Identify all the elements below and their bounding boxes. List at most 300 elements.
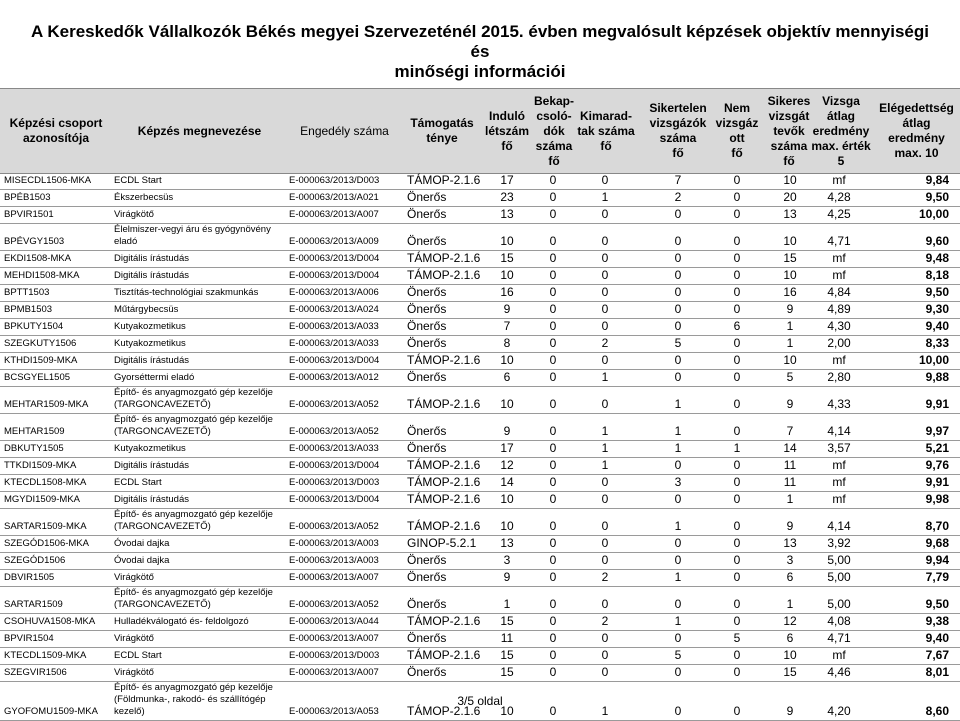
cell-kimaradtak: 0 [601,319,609,333]
cell-sikeres: 16 [783,285,797,299]
cell-indulo: 12 [500,458,514,472]
cell-tamogatas: Önerős [407,234,447,248]
cell-megnevezes: Tisztítás-technológiai szakmunkás [114,287,259,298]
cell-megnevezes: Digitális írástudás [114,460,189,471]
cell-engedely: E-000063/2013/A033 [289,338,379,349]
cell-bekapcsolodok: 0 [549,268,557,282]
cell-indulo: 8 [503,336,511,350]
table-row [0,268,960,285]
cell-vizsga-atlag: mf [832,353,846,367]
cell-sikeres: 3 [786,553,794,567]
cell-sikeres: 10 [783,268,797,282]
cell-tamogatas: Önerős [407,665,447,679]
cell-kimaradtak: 2 [601,570,609,584]
cell-sikeres: 12 [783,614,797,628]
cell-megnevezes: Építő- és anyagmozgató gép kezelője (TARGONCAVEZETŐ) [114,509,273,532]
cell-sikeres: 15 [783,251,797,265]
cell-kimaradtak: 0 [601,251,609,265]
cell-elegedettseg: 8,60 [925,704,949,718]
cell-tamogatas: Önerős [407,597,447,611]
table-row [0,509,960,536]
cell-kimaradtak: 1 [601,370,609,384]
cell-azonosito: KTECDL1509-MKA [4,650,87,661]
cell-tamogatas: TÁMOP-2.1.6 [407,353,481,367]
cell-kimaradtak: 0 [601,302,609,316]
cell-nem-vizsgazott: 0 [733,458,741,472]
cell-azonosito: KTECDL1508-MKA [4,477,87,488]
cell-vizsga-atlag: mf [832,492,846,506]
cell-azonosito: SARTAR1509-MKA [4,521,87,532]
cell-sikeres: 14 [783,441,797,455]
cell-kimaradtak: 0 [601,665,609,679]
table-row [0,492,960,509]
table-row [0,536,960,553]
cell-engedely: E-000063/2013/D004 [289,253,380,264]
cell-kimaradtak: 1 [601,704,609,718]
cell-sikeres: 20 [783,190,797,204]
cell-megnevezes: Építő- és anyagmozgató gép kezelője (TARGONCAVEZETŐ) [114,387,273,410]
col-engedely-header: Engedély száma [300,123,389,138]
cell-indulo: 13 [500,536,514,550]
cell-indulo: 11 [500,631,514,645]
table-row [0,302,960,319]
cell-indulo: 7 [503,319,511,333]
cell-indulo: 14 [500,475,514,489]
cell-megnevezes: Építő- és anyagmozgató gép kezelője (Földmunka-, rakodó- és szállítógép kezelő) [114,682,273,717]
cell-azonosito: KTHDI1509-MKA [4,355,78,366]
cell-sikertelen: 2 [674,190,682,204]
cell-vizsga-atlag: mf [832,268,846,282]
cell-nem-vizsgazott: 0 [733,397,741,411]
cell-megnevezes: Óvodai dajka [114,555,170,566]
cell-nem-vizsgazott: 0 [733,665,741,679]
col-kimaradtak-header: Kimarad- tak száma fő [577,108,635,153]
cell-tamogatas: Önerős [407,190,447,204]
table-row [0,631,960,648]
cell-azonosito: BPÉB1503 [4,192,51,203]
cell-bekapcsolodok: 0 [549,519,557,533]
cell-azonosito: SZEGÓD1506-MKA [4,538,89,549]
cell-tamogatas: Önerős [407,570,447,584]
cell-elegedettseg: 9,98 [925,492,949,506]
cell-megnevezes: Műtárgybecsüs [114,304,179,315]
cell-sikertelen: 0 [674,458,682,472]
cell-megnevezes: Építő- és anyagmozgató gép kezelője (TARGONCAVEZETŐ) [114,587,273,610]
cell-megnevezes: Óvodai dajka [114,538,170,549]
cell-nem-vizsgazott: 0 [733,285,741,299]
cell-bekapcsolodok: 0 [549,570,557,584]
cell-bekapcsolodok: 0 [549,424,557,438]
cell-sikertelen: 0 [674,553,682,567]
cell-nem-vizsgazott: 0 [733,173,741,187]
cell-bekapcsolodok: 0 [549,492,557,506]
cell-azonosito: SZEGVIR1506 [4,667,67,678]
cell-megnevezes: Élelmiszer-vegyi áru és gyógynövény eladó [114,224,271,247]
cell-vizsga-atlag: 5,00 [827,553,851,567]
table-row [0,458,960,475]
cell-azonosito: MEHTAR1509 [4,426,65,437]
cell-elegedettseg: 9,97 [925,424,949,438]
cell-kimaradtak: 0 [601,597,609,611]
cell-sikertelen: 0 [674,207,682,221]
cell-bekapcsolodok: 0 [549,648,557,662]
cell-elegedettseg: 8,01 [925,665,949,679]
cell-indulo: 10 [500,353,514,367]
cell-tamogatas: TÁMOP-2.1.6 [407,614,481,628]
cell-azonosito: DBKUTY1505 [4,443,64,454]
cell-kimaradtak: 1 [601,458,609,472]
table-row [0,224,960,251]
cell-tamogatas: Önerős [407,553,447,567]
cell-elegedettseg: 9,40 [925,631,949,645]
cell-elegedettseg: 7,79 [925,570,949,584]
cell-nem-vizsgazott: 5 [733,631,741,645]
cell-sikeres: 11 [783,458,797,472]
cell-sikertelen: 1 [674,570,682,584]
cell-nem-vizsgazott: 0 [733,353,741,367]
cell-sikertelen: 0 [674,268,682,282]
cell-megnevezes: ECDL Start [114,175,162,186]
cell-elegedettseg: 9,94 [925,553,949,567]
cell-tamogatas: TÁMOP-2.1.6 [407,492,481,506]
cell-sikertelen: 0 [674,492,682,506]
cell-elegedettseg: 9,48 [925,251,949,265]
cell-indulo: 10 [500,234,514,248]
cell-kimaradtak: 0 [601,234,609,248]
table-row [0,319,960,336]
cell-azonosito: BPKUTY1504 [4,321,64,332]
table-row [0,353,960,370]
cell-bekapcsolodok: 0 [549,251,557,265]
cell-engedely: E-000063/2013/A007 [289,572,379,583]
cell-indulo: 9 [503,302,511,316]
cell-sikeres: 1 [786,597,794,611]
cell-vizsga-atlag: 3,57 [827,441,851,455]
cell-bekapcsolodok: 0 [549,597,557,611]
cell-tamogatas: Önerős [407,285,447,299]
cell-elegedettseg: 9,40 [925,319,949,333]
cell-vizsga-atlag: mf [832,251,846,265]
cell-engedely: E-000063/2013/A024 [289,304,379,315]
cell-vizsga-atlag: 4,08 [827,614,851,628]
cell-sikeres: 7 [786,424,794,438]
cell-sikeres: 9 [786,397,794,411]
cell-engedely: E-000063/2013/A012 [289,372,379,383]
table-row [0,553,960,570]
cell-bekapcsolodok: 0 [549,285,557,299]
cell-bekapcsolodok: 0 [549,397,557,411]
cell-bekapcsolodok: 0 [549,553,557,567]
cell-sikertelen: 5 [674,336,682,350]
cell-engedely: E-000063/2013/A003 [289,555,379,566]
cell-bekapcsolodok: 0 [549,302,557,316]
cell-nem-vizsgazott: 0 [733,190,741,204]
cell-engedely: E-000063/2013/A053 [289,706,379,717]
cell-vizsga-atlag: 4,28 [827,190,851,204]
cell-tamogatas: TÁMOP-2.1.6 [407,397,481,411]
cell-megnevezes: ECDL Start [114,650,162,661]
cell-indulo: 10 [500,397,514,411]
cell-sikertelen: 0 [674,597,682,611]
cell-engedely: E-000063/2013/D003 [289,650,380,661]
cell-bekapcsolodok: 0 [549,614,557,628]
cell-engedely: E-000063/2013/A033 [289,321,379,332]
page-number: 3/5 oldal [457,694,503,708]
cell-megnevezes: Digitális írástudás [114,253,189,264]
cell-kimaradtak: 0 [601,648,609,662]
cell-nem-vizsgazott: 0 [733,207,741,221]
col-sikeres-header: Sikeres vizsgát tevők száma fő [767,93,811,168]
cell-sikertelen: 0 [674,302,682,316]
cell-bekapcsolodok: 0 [549,207,557,221]
cell-tamogatas: Önerős [407,424,447,438]
cell-sikertelen: 0 [674,353,682,367]
cell-vizsga-atlag: 4,89 [827,302,851,316]
cell-sikeres: 9 [786,704,794,718]
cell-nem-vizsgazott: 0 [733,268,741,282]
cell-nem-vizsgazott: 0 [733,475,741,489]
cell-vizsga-atlag: 4,20 [827,704,851,718]
cell-engedely: E-000063/2013/A052 [289,521,379,532]
cell-elegedettseg: 5,21 [925,441,949,455]
cell-elegedettseg: 9,91 [925,397,949,411]
cell-bekapcsolodok: 0 [549,190,557,204]
cell-kimaradtak: 0 [601,397,609,411]
cell-nem-vizsgazott: 0 [733,648,741,662]
cell-indulo: 10 [500,519,514,533]
cell-elegedettseg: 7,67 [925,648,949,662]
cell-megnevezes: Virágkötő [114,209,154,220]
cell-sikeres: 11 [783,475,797,489]
cell-sikertelen: 1 [674,424,682,438]
cell-engedely: E-000063/2013/A007 [289,633,379,644]
cell-sikertelen: 0 [674,665,682,679]
col-vizsga-atlag-header: Vizsga átlag eredmény max. érték 5 [811,93,871,168]
cell-azonosito: BPÉVGY1503 [4,236,65,247]
cell-bekapcsolodok: 0 [549,353,557,367]
cell-vizsga-atlag: 4,71 [827,631,851,645]
col-indulo-header: Induló létszám fő [484,108,530,153]
cell-sikeres: 13 [783,207,797,221]
col-elegedettseg-header: Elégedettség átlag eredmény max. 10 [879,101,954,160]
cell-engedely: E-000063/2013/A052 [289,599,379,610]
cell-bekapcsolodok: 0 [549,665,557,679]
cell-engedely: E-000063/2013/A006 [289,287,379,298]
cell-elegedettseg: 9,88 [925,370,949,384]
cell-nem-vizsgazott: 0 [733,536,741,550]
cell-tamogatas: Önerős [407,207,447,221]
cell-sikeres: 15 [783,665,797,679]
cell-kimaradtak: 0 [601,353,609,367]
cell-sikertelen: 0 [674,631,682,645]
cell-elegedettseg: 9,68 [925,536,949,550]
cell-tamogatas: TÁMOP-2.1.6 [407,704,481,718]
cell-kimaradtak: 0 [601,207,609,221]
cell-vizsga-atlag: mf [832,475,846,489]
cell-azonosito: BPVIR1501 [4,209,54,220]
cell-nem-vizsgazott: 0 [733,234,741,248]
cell-sikeres: 6 [786,631,794,645]
cell-engedely: E-000063/2013/A033 [289,443,379,454]
cell-vizsga-atlag: 2,00 [827,336,851,350]
cell-bekapcsolodok: 0 [549,370,557,384]
title-line-2: minőségi információi [394,62,566,81]
table-row [0,475,960,492]
cell-bekapcsolodok: 0 [549,475,557,489]
cell-elegedettseg: 9,30 [925,302,949,316]
cell-tamogatas: TÁMOP-2.1.6 [407,268,481,282]
cell-tamogatas: Önerős [407,441,447,455]
cell-indulo: 6 [503,370,511,384]
table-row [0,285,960,302]
cell-sikeres: 1 [786,492,794,506]
cell-bekapcsolodok: 0 [549,441,557,455]
cell-nem-vizsgazott: 0 [733,570,741,584]
cell-azonosito: GYOFOMU1509-MKA [4,706,98,717]
cell-sikertelen: 0 [674,536,682,550]
cell-sikertelen: 0 [674,285,682,299]
cell-sikeres: 13 [783,536,797,550]
cell-nem-vizsgazott: 0 [733,519,741,533]
cell-vizsga-atlag: mf [832,458,846,472]
cell-engedely: E-000063/2013/D003 [289,175,380,186]
cell-tamogatas: Önerős [407,631,447,645]
table-row [0,207,960,224]
cell-nem-vizsgazott: 0 [733,424,741,438]
cell-vizsga-atlag: 4,46 [827,665,851,679]
cell-azonosito: BCSGYEL1505 [4,372,71,383]
cell-nem-vizsgazott: 0 [733,336,741,350]
table-row [0,370,960,387]
cell-nem-vizsgazott: 1 [733,441,741,455]
cell-engedely: E-000063/2013/D003 [289,477,380,488]
col-nem-vizsgazott-header: Nem vizsgáz ott fő [715,101,759,160]
cell-kimaradtak: 1 [601,441,609,455]
cell-engedely: E-000063/2013/A052 [289,426,379,437]
cell-megnevezes: Kutyakozmetikus [114,443,186,454]
cell-azonosito: BPMB1503 [4,304,53,315]
cell-indulo: 17 [500,441,514,455]
cell-sikertelen: 0 [674,319,682,333]
cell-indulo: 15 [500,665,514,679]
cell-indulo: 16 [500,285,514,299]
cell-engedely: E-000063/2013/D004 [289,270,380,281]
cell-nem-vizsgazott: 0 [733,553,741,567]
cell-nem-vizsgazott: 0 [733,704,741,718]
table-row [0,251,960,268]
cell-kimaradtak: 0 [601,536,609,550]
cell-sikertelen: 3 [674,475,682,489]
cell-nem-vizsgazott: 0 [733,370,741,384]
cell-engedely: E-000063/2013/D004 [289,355,380,366]
cell-indulo: 9 [503,424,511,438]
document-title [27,22,933,81]
cell-bekapcsolodok: 0 [549,234,557,248]
cell-engedely: E-000063/2013/A009 [289,236,379,247]
cell-engedely: E-000063/2013/D004 [289,460,380,471]
cell-megnevezes: Digitális írástudás [114,355,189,366]
cell-azonosito: DBVIR1505 [4,572,55,583]
table-row [0,648,960,665]
col-tamogatas-header: Támogatás ténye [410,116,474,145]
table-header [0,88,960,174]
cell-elegedettseg: 8,33 [925,336,949,350]
cell-azonosito: SZEGKUTY1506 [4,338,77,349]
cell-nem-vizsgazott: 0 [733,492,741,506]
cell-vizsga-atlag: 4,14 [827,424,851,438]
cell-azonosito: SARTAR1509 [4,599,63,610]
cell-elegedettseg: 9,76 [925,458,949,472]
cell-bekapcsolodok: 0 [549,173,557,187]
cell-nem-vizsgazott: 0 [733,302,741,316]
cell-sikertelen: 5 [674,648,682,662]
cell-azonosito: CSOHUVA1508-MKA [4,616,96,627]
cell-engedely: E-000063/2013/A007 [289,667,379,678]
cell-tamogatas: TÁMOP-2.1.6 [407,648,481,662]
cell-indulo: 15 [500,614,514,628]
cell-kimaradtak: 0 [601,631,609,645]
cell-elegedettseg: 10,00 [918,207,949,221]
cell-nem-vizsgazott: 0 [733,614,741,628]
cell-sikeres: 10 [783,648,797,662]
cell-vizsga-atlag: 5,00 [827,570,851,584]
cell-elegedettseg: 9,60 [925,234,949,248]
cell-sikertelen: 0 [674,251,682,265]
cell-elegedettseg: 9,38 [925,614,949,628]
cell-nem-vizsgazott: 0 [733,251,741,265]
cell-sikeres: 10 [783,353,797,367]
cell-vizsga-atlag: 4,84 [827,285,851,299]
table-row [0,190,960,207]
cell-tamogatas: TÁMOP-2.1.6 [407,173,481,187]
table-row [0,614,960,631]
table-row [0,441,960,458]
cell-megnevezes: Digitális írástudás [114,270,189,281]
cell-elegedettseg: 9,50 [925,285,949,299]
cell-megnevezes: Gyorséttermi eladó [114,372,195,383]
cell-sikeres: 9 [786,519,794,533]
cell-tamogatas: TÁMOP-2.1.6 [407,475,481,489]
cell-engedely: E-000063/2013/A044 [289,616,379,627]
cell-sikeres: 10 [783,234,797,248]
cell-megnevezes: Digitális írástudás [114,494,189,505]
cell-elegedettseg: 8,70 [925,519,949,533]
title-line-1: A Kereskedők Vállalkozók Békés megyei Szervezeténél 2015. évben megvalósult képzések objektív mennyiségi és [31,22,929,61]
cell-indulo: 9 [503,570,511,584]
col-azonosito-header: Képzési csoport azonosítója [9,116,103,145]
cell-azonosito: BPVIR1504 [4,633,54,644]
cell-kimaradtak: 0 [601,553,609,567]
cell-sikertelen: 0 [674,370,682,384]
cell-sikertelen: 1 [674,519,682,533]
cell-tamogatas: Önerős [407,302,447,316]
table-row [0,414,960,441]
cell-engedely: E-000063/2013/A052 [289,399,379,410]
cell-azonosito: MEHTAR1509-MKA [4,399,89,410]
cell-sikeres: 1 [786,319,794,333]
cell-nem-vizsgazott: 6 [733,319,741,333]
cell-bekapcsolodok: 0 [549,319,557,333]
cell-sikeres: 1 [786,336,794,350]
cell-vizsga-atlag: 4,33 [827,397,851,411]
cell-engedely: E-000063/2013/A003 [289,538,379,549]
cell-megnevezes: Virágkötő [114,667,154,678]
cell-sikeres: 10 [783,173,797,187]
table-row [0,173,960,190]
cell-azonosito: TTKDI1509-MKA [4,460,77,471]
cell-vizsga-atlag: mf [832,173,846,187]
cell-sikertelen: 0 [674,704,682,718]
